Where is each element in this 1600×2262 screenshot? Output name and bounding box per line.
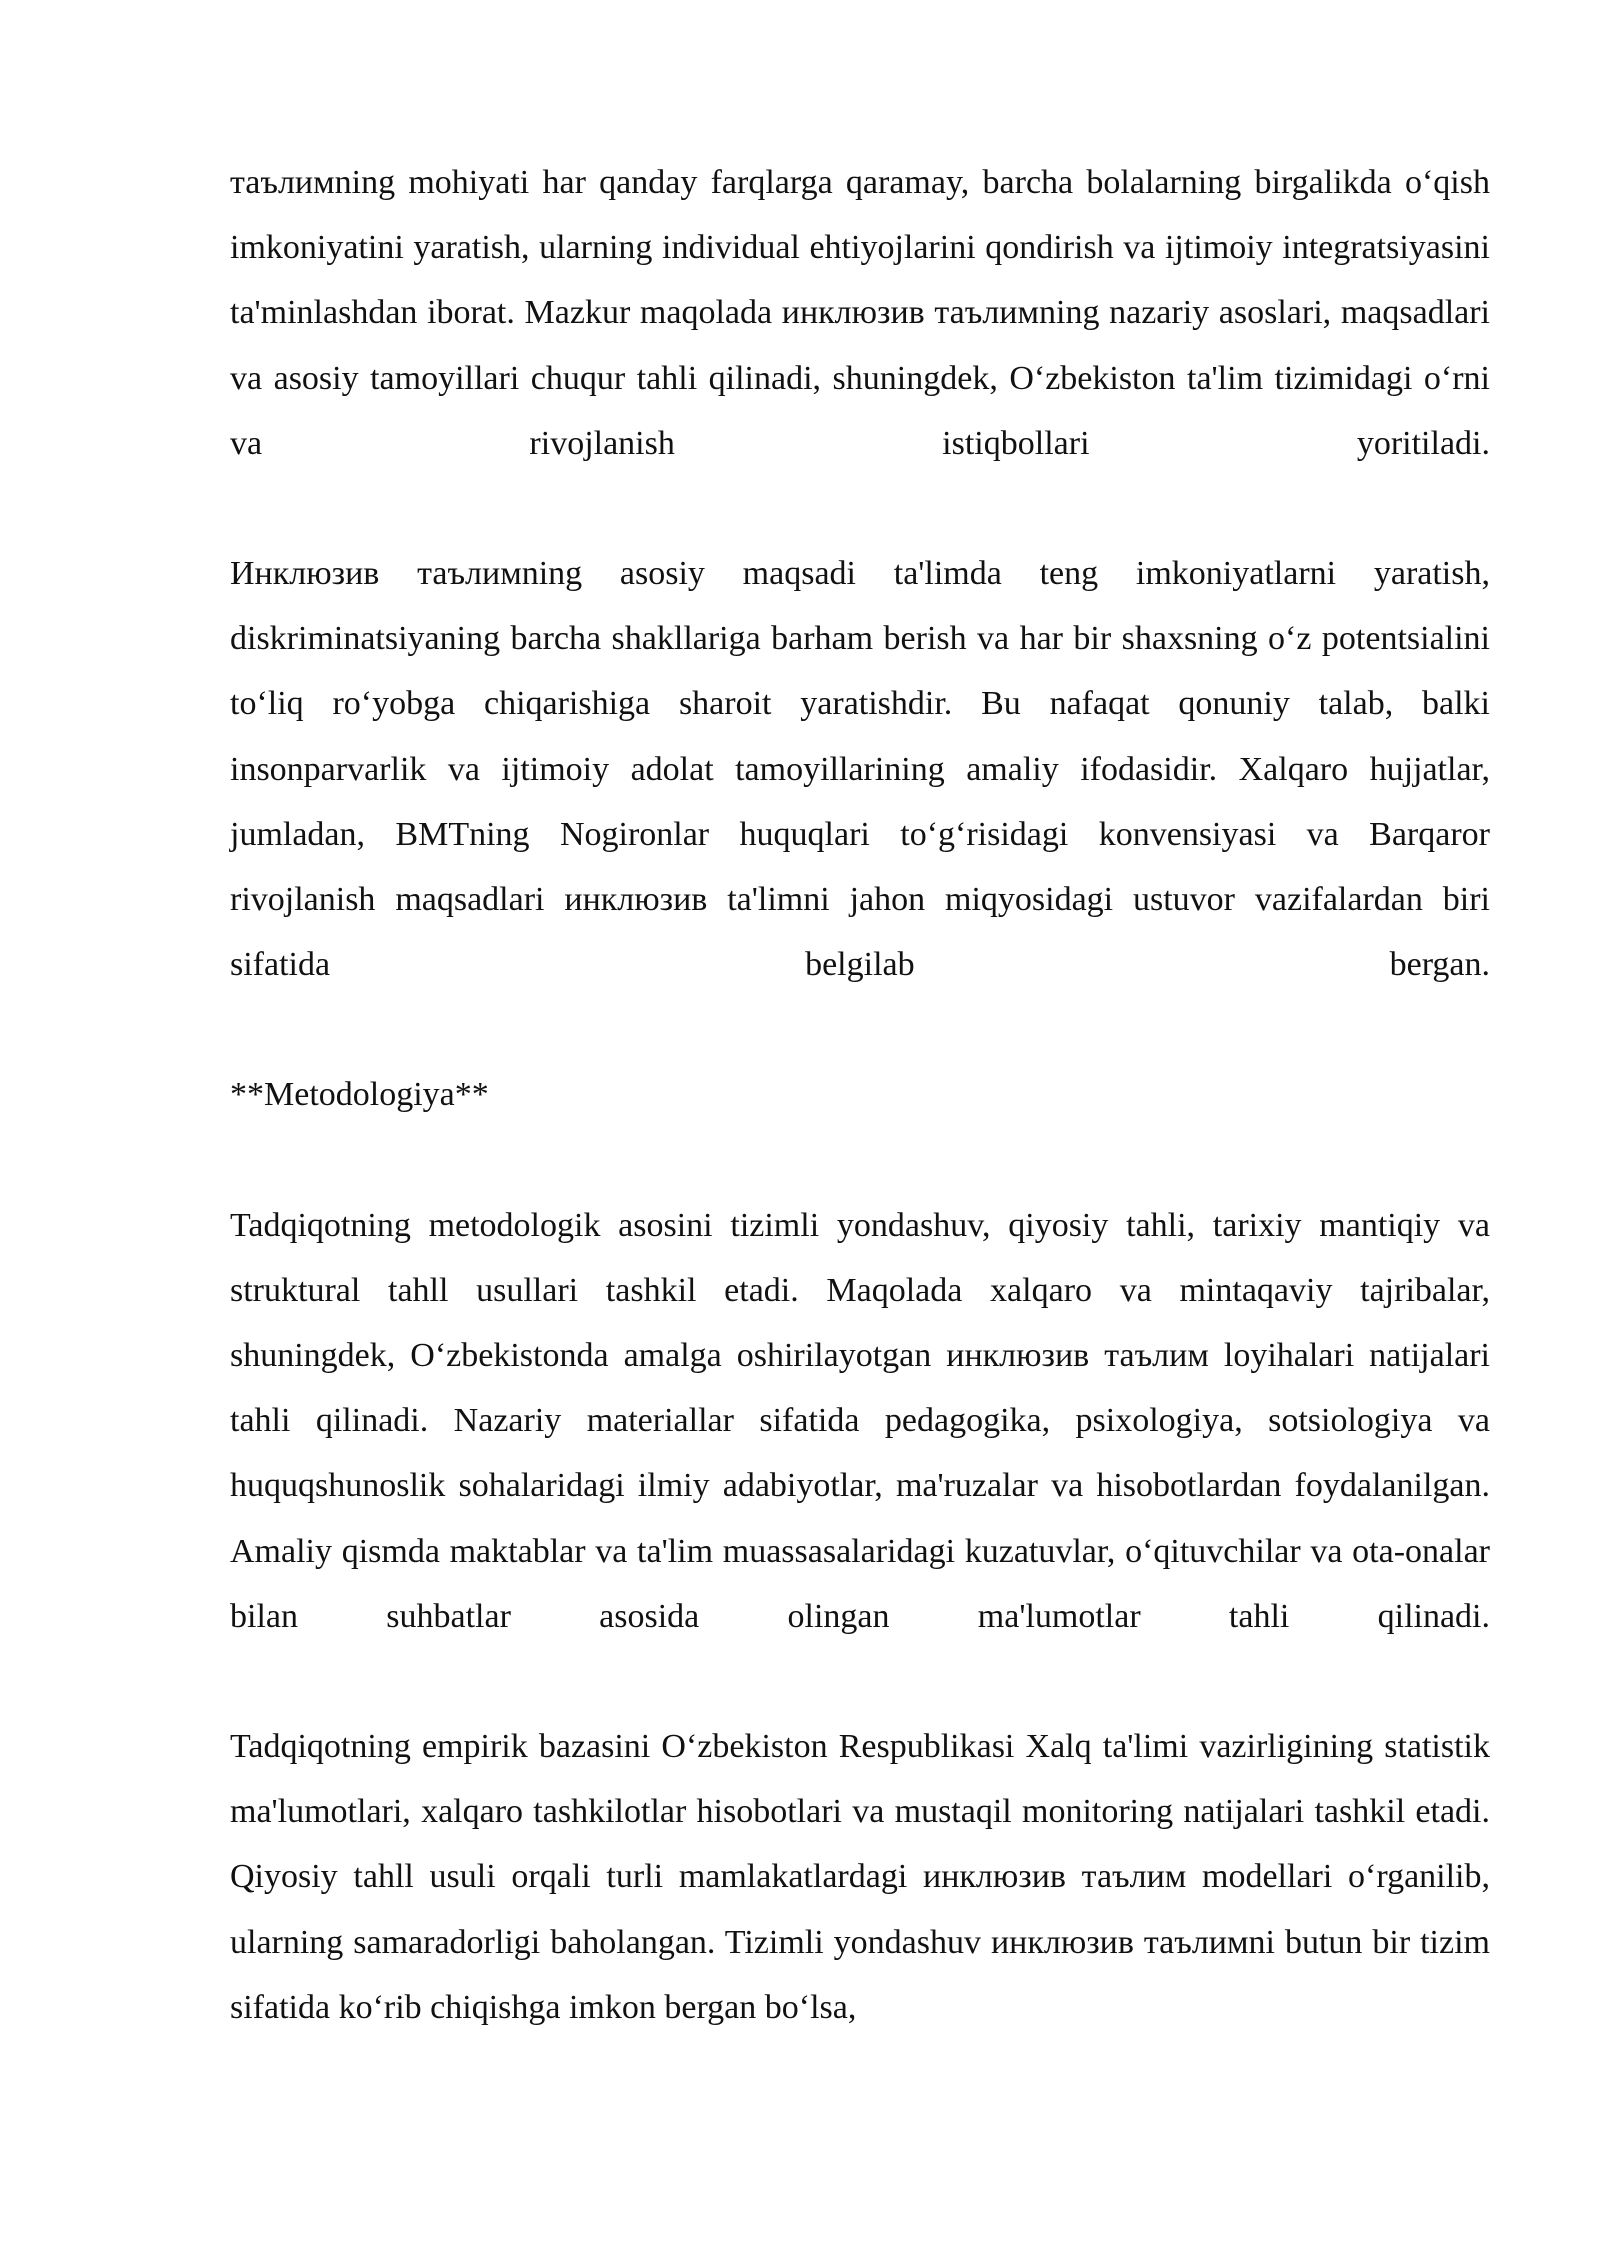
paragraph-intro: таълимning mohiyati har qanday farqlarga qaramay, barcha bolalarning birgalikda o‘qish imkoniyatini yaratish, ularning individual ehtiyojlarini qondirish va ijtimoiy integratsiyasini ta'minlashdan iborat. Mazkur maqolada инклюзив таълимning nazariy asoslari, maqsadlari va asosiy tamoyillari chuqur tahli qilinadi, shuningdek, O‘zbekiston ta'lim tizimidagi o‘rni va rivojlanish istiqbollari yoritiladi. xyxy=(230,164,1490,462)
document-page xyxy=(230,150,1490,2105)
paragraph-empirical-base: Tadqiqotning empirik bazasini O‘zbekiston Respublikasi Xalq ta'limi vazirligining statistik ma'lumotlari, xalqaro tashkilotlar hisobotlari va mustaqil monitoring natijalari tashkil etadi. Qiyosiy tahll usuli orqali turli mamlakatlardagi инклюзив таълим modellari o‘rganilib, ularning samaradorligi baholangan. Tizimli yondashuv инклюзив таълимni butun bir tizim sifatida ko‘rib chiqishga imkon bergan bo‘lsa, xyxy=(230,1728,1490,2026)
paragraph-goal: Инклюзив таълимning asosiy maqsadi ta'limda teng imkoniyatlarni yaratish, diskriminatsiyaning barcha shakllariga barham berish va har bir shaxsning o‘z potentsialini to‘liq ro‘yobga chiqarishiga sharoit yaratishdir. Bu nafaqat qonuniy talab, balki insonparvarlik va ijtimoiy adolat tamoyillarining amaliy ifodasidir. Xalqaro hujjatlar, jumladan, BMTning Nogironlar huquqlari to‘g‘risidagi konvensiyasi va Barqaror rivojlanish maqsadlari инклюзив ta'limni jahon miqyosidagi ustuvor vazifalardan biri sifatida belgilab bergan. xyxy=(230,555,1490,984)
section-heading-methodology: **Metodologiya** xyxy=(230,1076,489,1114)
paragraph-methodology: Tadqiqotning metodologik asosini tizimli yondashuv, qiyosiy tahli, tarixiy mantiqiy va struktural tahll usullari tashkil etadi. Maqolada xalqaro va mintaqaviy tajribalar, shuningdek, O‘zbekistonda amalga oshirilayotgan инклюзив таълим loyihalari natijalari tahli qilinadi. Nazariy materiallar sifatida pedagogika, psixologiya, sotsiologiya va huquqshunoslik sohalaridagi ilmiy adabiyotlar, ma'ruzalar va hisobotlardan foydalanilgan. Amaliy qismda maktablar va ta'lim muassasalaridagi kuzatuvlar, o‘qituvchilar va ota-onalar bilan suhbatlar asosida olingan ma'lumotlar tahli qilinadi. xyxy=(230,1206,1490,1635)
